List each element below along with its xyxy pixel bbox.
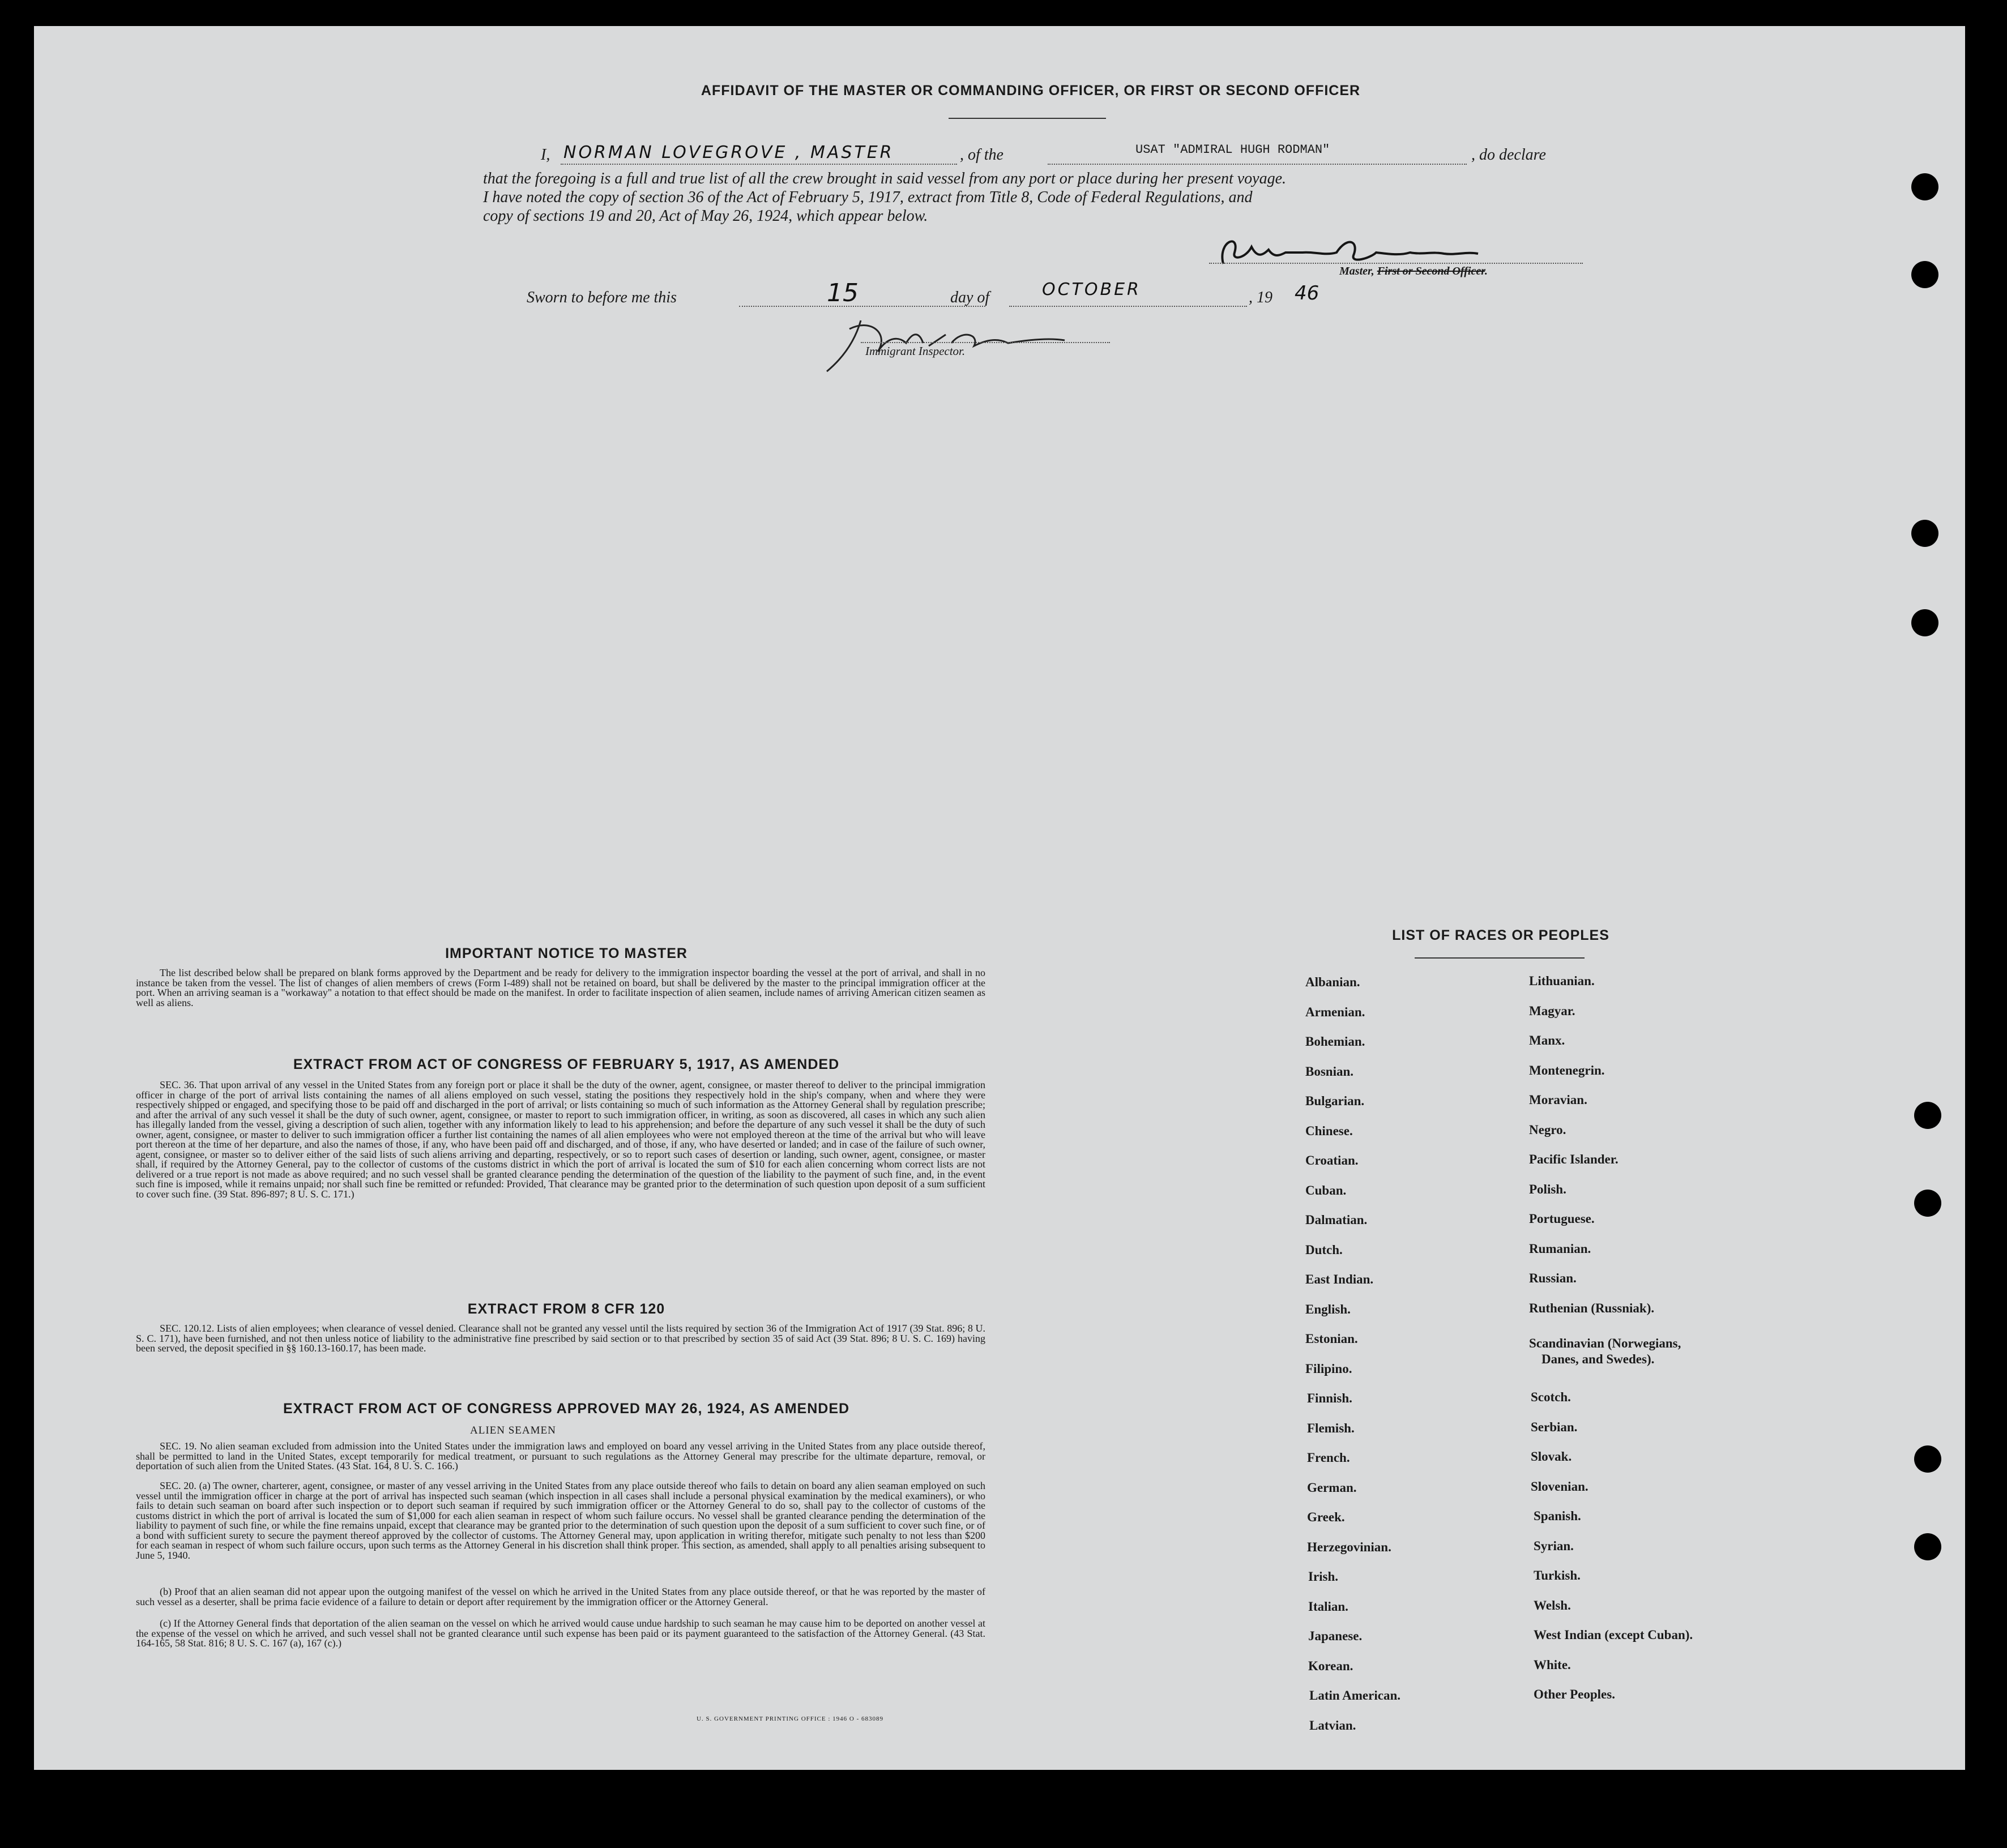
notice-title: IMPORTANT NOTICE TO MASTER xyxy=(445,946,687,961)
race-item: Slovak. xyxy=(1531,1449,1572,1464)
extract-1924-subtitle: ALIEN SEAMEN xyxy=(470,1424,556,1436)
race-item: Pacific Islander. xyxy=(1529,1152,1619,1166)
printing-office-line: U. S. GOVERNMENT PRINTING OFFICE : 1946 O - 683089 xyxy=(697,1716,884,1722)
race-item: German. xyxy=(1307,1481,1357,1495)
race-item: Bulgarian. xyxy=(1305,1094,1365,1108)
notice-body: The list described below shall be prepared on blank forms approved by the Department and be ready for delivery to the immigration inspector boarding the vessel at the port of arrival, and shall in no instance be taken from the vessel. The list of changes of alien members of crews (Form I-489) shall not be retained on board, but shall be delivered by the master to the principal immigration officer at the port. When an arriving seaman is a "workaway" a notation to that effect should be made on the manifest. In order to facilitate inspection of alien seamen, include names of arriving American citizen seamen as well as aliens. xyxy=(136,967,985,1008)
punch-hole xyxy=(1914,1190,1941,1217)
extract-cfr-body: SEC. 120.12. Lists of alien employees; when clearance of vessel denied. Clearance shall not be granted any vessel until the lists required by section 36 of the Immigration Act of 1917 (39 Stat. 896; 8 U. S. C. 171), have been furnished, and not then unless notice of liability to the administrative fine prescribed by said section or to that prescribed by section 35 of said Act (39 Stat. 896; 8 U. S. C. 169) having been served, the deposit specified in §§ 160.13-160.17, has been made. xyxy=(136,1323,985,1354)
race-item: Latin American. xyxy=(1309,1688,1400,1702)
affidavit-line-4: copy of sections 19 and 20, Act of May 26, 1924, which appear below. xyxy=(483,207,928,225)
inspector-line xyxy=(861,342,1110,343)
punch-hole xyxy=(1911,520,1938,547)
affidavit-line-2: that the foregoing is a full and true list of all the crew brought in said vessel from any port or place during her present voyage. xyxy=(483,170,1287,187)
punch-hole xyxy=(1914,1533,1941,1560)
race-item: Russian. xyxy=(1529,1271,1577,1285)
race-item: Scandinavian (Norwegians, xyxy=(1529,1336,1681,1350)
document-page xyxy=(34,26,1965,1770)
title-rule xyxy=(949,118,1106,119)
punch-hole xyxy=(1914,1445,1941,1473)
race-item: Greek. xyxy=(1307,1510,1345,1524)
master-caption-end: . xyxy=(1484,265,1488,277)
punch-hole xyxy=(1911,609,1938,636)
day-line xyxy=(739,306,985,307)
inspector-caption: Immigrant Inspector. xyxy=(865,344,966,358)
inspector-signature xyxy=(815,312,1110,374)
affidavit-of-the: , of the xyxy=(960,146,1004,164)
race-item: Ruthenian (Russniak). xyxy=(1529,1301,1655,1315)
race-item: Negro. xyxy=(1529,1123,1566,1137)
race-item: Scotch. xyxy=(1531,1390,1571,1404)
punch-hole xyxy=(1911,173,1938,200)
extract-1917-body: SEC. 36. That upon arrival of any vessel in the United States from any foreign port or place it shall be the duty of the owner, agent, consignee, or master thereof to deliver to the principal immigration officer in charge of the port of arrival lists containing the names of all aliens employed on such vessel, stating the positions they respectively hold in the ship's company, when and where they were respectively shipped or engaged, and specifying those to be paid off and discharged in the port of arrival; or lists containing so much of such information as the Attorney General shall by regulation prescribe; and after the arrival of any such vessel it shall be the duty of such owner, agent, consignee, or master to report to such immigration officer, in writing, as soon as discovered, all cases in which any such alien has illegally landed from the vessel, giving a description of such alien, together with any information likely to lead to his apprehension; and before the departure of any such vessel it shall be the duty of such owner, agent, consignee, or master to deliver to such immigration officer a further list containing the names of all alien employees who were not employed thereon at the time of the arrival but who will leave port thereon at the time of her departure, and also the names of those, if any, who have been paid off and discharged, and of those, if any, who have deserted or landed; and in case of the failure of such owner, agent, consignee, or master so to deliver either of the said lists of such aliens arriving and departing, respectively, or so to report such cases of desertion or landing, such owner, agent, consignee, or master shall, if required by the Attorney General, pay to the collector of customs of the customs district in which the port of arrival is located the sum of $10 for each alien concerning whom correct lists are not delivered or a true report is not made as above required; and no such vessel shall be granted clearance pending the determination of the question of the liability to the payment of such fine, and, in the event such fine is imposed, while it remains unpaid; nor shall such fine be remitted or refunded: Provided, That clearance may be granted prior to the determination of such question upon deposit of a sum sufficient to cover such fine. (39 Stat. 896-897; 8 U. S. C. 171.) xyxy=(136,1079,985,1200)
master-signature-line xyxy=(1209,263,1583,264)
race-item: Slovenian. xyxy=(1531,1479,1588,1494)
extract-cfr-title: EXTRACT FROM 8 CFR 120 xyxy=(467,1301,665,1317)
race-item: Syrian. xyxy=(1534,1539,1574,1553)
race-item: Chinese. xyxy=(1305,1124,1353,1138)
affidavit-line-3: I have noted the copy of section 36 of the Act of February 5, 1917, extract from Title 8, Code of Federal Regulations, and xyxy=(483,189,1253,206)
sworn-text: Sworn to before me this xyxy=(527,289,677,306)
month-line xyxy=(1009,306,1247,307)
year-printed: , 19 xyxy=(1249,289,1272,306)
race-item: Polish. xyxy=(1529,1182,1566,1196)
affidavit-i: I, xyxy=(541,146,550,164)
race-item: Korean. xyxy=(1308,1659,1353,1673)
race-item: Montenegrin. xyxy=(1529,1063,1605,1077)
race-item: Croatian. xyxy=(1305,1153,1359,1167)
punch-hole xyxy=(1911,261,1938,288)
day-handwritten: 15 xyxy=(827,279,859,307)
race-item: Cuban. xyxy=(1305,1183,1347,1197)
extract-1924-sec20a: SEC. 20. (a) The owner, charterer, agent, consignee, or master of any vessel arriving in the United States from any place outside thereof who fails to detain on board any alien seaman employed on such vessel until the immigration officer in charge at the port of arrival has inspected such seaman (which inspection in all cases shall include a personal physical examination by the medical examiners), or who fails to detain such seaman on board after such inspection or to deport such seaman if required by such immigration officer or the Attorney General to do so, shall pay to the collector of customs of the customs district in which the port of arrival is located the sum of $1,000 for each alien seaman in respect of whom such failure occurs. No vessel shall be granted clearance pending the determination of the liability to payment of such fine, or while the fine remains unpaid, except that clearance may be granted prior to the determination of such question upon the deposit of a sum sufficient to cover such fine, or of a bond with sufficient surety to secure the payment thereof approved by the collector of customs. The Attorney General may, upon application in writing therefor, mitigate such penalty to not less than $200 for each seaman in respect of whom such failure occurs, upon such terms as the Attorney General in his discretion shall think proper. This section, as amended, shall apply to all penalties arising subsequent to June 5, 1940. xyxy=(136,1480,985,1561)
race-item: Dutch. xyxy=(1305,1243,1343,1257)
master-caption xyxy=(1339,265,1488,278)
master-caption-struck: First or Second Officer xyxy=(1377,265,1485,277)
month-handwritten: OCTOBER xyxy=(1042,280,1141,300)
race-item: West Indian (except Cuban). xyxy=(1534,1628,1693,1642)
name-line xyxy=(561,164,957,165)
race-item: Manx. xyxy=(1529,1033,1565,1047)
race-item: Finnish. xyxy=(1307,1391,1352,1405)
extract-1924-sec20c: (c) If the Attorney General finds that deportation of the alien seaman on the vessel on which he arrived would cause undue hardship to such seaman he may cause him to be deported on another vessel at the expense of the vessel on which he arrived, and such vessel shall not be granted clearance until such expense has been paid or its payment guaranteed to the satisfaction of the Attorney General. (43 Stat. 164-165, 58 Stat. 816; 8 U. S. C. 167 (a), 167 (c).) xyxy=(136,1618,985,1649)
race-item: Dalmatian. xyxy=(1305,1213,1368,1227)
race-item: Estonian. xyxy=(1305,1332,1358,1346)
race-item: Other Peoples. xyxy=(1534,1687,1615,1701)
race-item: Spanish. xyxy=(1534,1509,1581,1523)
race-item: Japanese. xyxy=(1308,1629,1363,1643)
affidavit-do-declare: , do declare xyxy=(1471,146,1546,164)
extract-1917-title: EXTRACT FROM ACT OF CONGRESS OF FEBRUARY 5, 1917, AS AMENDED xyxy=(293,1056,840,1072)
master-caption-text: Master, xyxy=(1339,265,1377,277)
year-handwritten: 46 xyxy=(1295,282,1320,305)
races-title-rule xyxy=(1415,957,1585,959)
race-item: Welsh. xyxy=(1534,1598,1571,1612)
race-item: Turkish. xyxy=(1534,1568,1581,1582)
race-item: Albanian. xyxy=(1305,975,1360,989)
day-of-text: day of xyxy=(950,289,990,306)
race-item: Filipino. xyxy=(1305,1362,1352,1376)
vessel-line xyxy=(1048,164,1467,165)
race-item: East Indian. xyxy=(1305,1272,1374,1286)
race-item: Lithuanian. xyxy=(1529,974,1595,988)
race-item: French. xyxy=(1307,1451,1350,1465)
race-item: Danes, and Swedes). xyxy=(1541,1352,1655,1366)
race-item: White. xyxy=(1534,1658,1571,1672)
race-item: Flemish. xyxy=(1307,1421,1355,1435)
race-item: Bohemian. xyxy=(1305,1034,1365,1049)
race-item: Italian. xyxy=(1308,1599,1348,1614)
extract-1924-title: EXTRACT FROM ACT OF CONGRESS APPROVED MAY 26, 1924, AS AMENDED xyxy=(283,1401,850,1417)
race-item: Latvian. xyxy=(1309,1718,1356,1732)
extract-1924-sec20b: (b) Proof that an alien seaman did not appear upon the outgoing manifest of the vessel on which he arrived in the United States from any place outside thereof, or that he was reported by the master of such vessel as a deserter, shall be prima facie evidence of a failure to detain or deport after requirement by the immigration officer or the Attorney General. xyxy=(136,1586,985,1607)
races-title: LIST OF RACES OR PEOPLES xyxy=(1392,927,1609,943)
race-item: Moravian. xyxy=(1529,1093,1587,1107)
race-item: English. xyxy=(1305,1302,1351,1316)
affidavit-title: AFFIDAVIT OF THE MASTER OR COMMANDING OFFICER, OR FIRST OR SECOND OFFICER xyxy=(701,83,1361,99)
race-item: Serbian. xyxy=(1531,1420,1578,1434)
race-item: Portuguese. xyxy=(1529,1212,1595,1226)
race-item: Magyar. xyxy=(1529,1004,1575,1018)
race-item: Rumanian. xyxy=(1529,1242,1591,1256)
race-item: Bosnian. xyxy=(1305,1064,1354,1079)
vessel-name-typed: USAT "ADMIRAL HUGH RODMAN" xyxy=(1135,143,1330,157)
punch-hole xyxy=(1914,1102,1941,1129)
master-name-handwritten: NORMAN LOVEGROVE , MASTER xyxy=(563,143,894,162)
race-item: Herzegovinian. xyxy=(1307,1540,1391,1554)
race-item: Irish. xyxy=(1308,1569,1339,1584)
extract-1924-sec19: SEC. 19. No alien seaman excluded from admission into the United States under the immigration laws and employed on board any vessel arriving in the United States from any place outside thereof, shall be permitted to land in the United States, except temporarily for medical treatment, or pursuant to such regulations as the Attorney General may prescribe for the ultimate departure, removal, or deportation of such alien from the United States. (43 Stat. 164, 8 U. S. C. 166.) xyxy=(136,1440,985,1471)
race-item: Armenian. xyxy=(1305,1005,1365,1019)
